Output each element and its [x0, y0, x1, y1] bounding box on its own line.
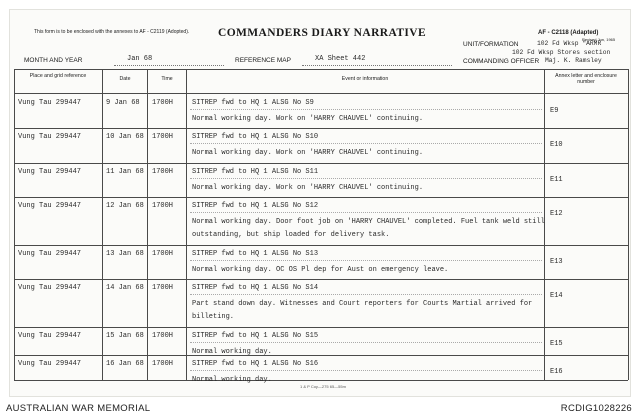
event-line: SITREP fwd to HQ 1 ALSG No S13	[192, 250, 319, 258]
row-separator	[14, 128, 628, 129]
entry-date: 10 Jan 68	[106, 133, 144, 141]
event-line: SITREP fwd to HQ 1 ALSG No S11	[192, 168, 319, 176]
unit-value-1: 102 Fd Wksp "ARMR	[537, 40, 602, 47]
event-line: SITREP fwd to HQ 1 ALSG No S12	[192, 202, 319, 210]
col-header-date: Date	[119, 76, 131, 82]
row-separator	[14, 355, 628, 356]
col-rule-event	[186, 69, 187, 380]
place-grid-ref: Vung Tau 299447	[18, 168, 82, 176]
commanding-officer-label: COMMANDING OFFICER	[463, 58, 540, 65]
reference-map-underline	[302, 65, 452, 66]
place-grid-ref: Vung Tau 299447	[18, 360, 82, 368]
entry-time: 1700H	[152, 202, 174, 210]
event-line: SITREP fwd to HQ 1 ALSG No S16	[192, 360, 319, 368]
row-separator	[14, 245, 628, 246]
entry-time: 1700H	[152, 99, 174, 107]
col-rule-date	[102, 69, 103, 380]
event-line: Normal working day.	[192, 348, 272, 356]
place-grid-ref: Vung Tau 299447	[18, 202, 82, 210]
entry-time: 1700H	[152, 332, 174, 340]
annex-ref: E11	[550, 176, 563, 184]
footer-institution: AUSTRALIAN WAR MEMORIAL	[6, 403, 151, 414]
reference-map-label: REFERENCE MAP	[235, 57, 291, 64]
entry-time: 1700H	[152, 133, 174, 141]
unit-value-2: 102 Fd Wksp Stores section	[512, 49, 611, 56]
col-rule-time	[147, 69, 148, 380]
table-bottom-rule	[14, 380, 628, 381]
footer-record-id: RCDIG1028226	[560, 403, 632, 414]
page-title: COMMANDERS DIARY NARRATIVE	[218, 27, 427, 39]
annex-ref: E13	[550, 258, 563, 266]
col-header-time: Time	[161, 76, 173, 82]
place-grid-ref: Vung Tau 299447	[18, 133, 82, 141]
event-line: Normal working day. OC OS Pl dep for Aust on emergency leave.	[192, 266, 449, 274]
revised-date: Revised Jun, 1965	[582, 37, 616, 42]
annex-ref: E12	[550, 210, 563, 218]
annex-ref: E15	[550, 340, 563, 348]
unit-label: UNIT/FORMATION	[463, 41, 519, 48]
entry-date: 11 Jan 68	[106, 168, 144, 176]
col-header-place: Place and grid reference	[29, 73, 87, 79]
entry-date: 13 Jan 68	[106, 250, 144, 258]
month-year-value: Jan 68	[127, 55, 153, 63]
entry-time: 1700H	[152, 168, 174, 176]
row-separator	[14, 197, 628, 198]
entry-date: 12 Jan 68	[106, 202, 144, 210]
event-line: Normal working day.	[192, 376, 272, 384]
event-rule	[190, 143, 542, 144]
table-left-rule	[14, 69, 15, 380]
table-top-rule	[14, 69, 628, 70]
event-line: Normal working day. Work on 'HARRY CHAUVEL' continuing.	[192, 115, 424, 123]
printer-note: 1 & P Coy—275 65—55m	[300, 384, 346, 389]
entry-time: 1700H	[152, 360, 174, 368]
commanding-officer-value: Maj. K. Ramsley	[545, 57, 602, 64]
event-line: SITREP fwd to HQ 1 ALSG No S14	[192, 284, 319, 292]
event-line: SITREP fwd to HQ 1 ALSG No S9	[192, 99, 314, 107]
form-notice	[34, 29, 189, 35]
table-header-rule	[14, 93, 628, 94]
event-line: SITREP fwd to HQ 1 ALSG No S15	[192, 332, 319, 340]
event-line: Part stand down day. Witnesses and Court reporters for Courts Martial arrived for	[192, 300, 533, 308]
event-line: Normal working day. Work on 'HARRY CHAUVEL' continuing.	[192, 184, 424, 192]
annex-ref: E16	[550, 368, 563, 376]
reference-map-value: XA Sheet 442	[315, 55, 366, 63]
event-line: SITREP fwd to HQ 1 ALSG No S10	[192, 133, 319, 141]
row-separator	[14, 327, 628, 328]
entry-date: 14 Jan 68	[106, 284, 144, 292]
entry-date: 9 Jan 68	[106, 99, 140, 107]
event-line: outstanding, but ship loaded for delivery task.	[192, 231, 390, 239]
table-right-rule	[628, 69, 629, 380]
place-grid-ref: Vung Tau 299447	[18, 99, 82, 107]
place-grid-ref: Vung Tau 299447	[18, 332, 82, 340]
event-rule	[190, 342, 542, 343]
row-separator	[14, 279, 628, 280]
annex-ref: E10	[550, 141, 563, 149]
col-header-event: Event or information	[341, 76, 389, 82]
event-line: Normal working day. Door foot job on 'HARRY CHAUVEL' completed. Fuel tank weld still	[192, 218, 545, 226]
event-line: Normal working day. Work on 'HARRY CHAUVEL' continuing.	[192, 149, 424, 157]
event-rule	[190, 294, 542, 295]
annex-ref: E9	[550, 107, 559, 115]
month-year-underline	[114, 65, 224, 66]
event-line: billeting.	[192, 313, 235, 321]
row-separator	[14, 163, 628, 164]
entry-date: 15 Jan 68	[106, 332, 144, 340]
event-rule	[190, 178, 542, 179]
place-grid-ref: Vung Tau 299447	[18, 284, 82, 292]
col-header-annex: Annex letter and enclosure number	[555, 73, 617, 85]
event-rule	[190, 109, 542, 110]
annex-ref: E14	[550, 292, 563, 300]
event-rule	[190, 212, 542, 213]
month-year-label: MONTH AND YEAR	[24, 57, 83, 64]
event-rule	[190, 370, 542, 371]
entry-time: 1700H	[152, 284, 174, 292]
diary-sheet	[9, 9, 631, 397]
event-rule	[190, 260, 542, 261]
entry-date: 16 Jan 68	[106, 360, 144, 368]
entry-time: 1700H	[152, 250, 174, 258]
place-grid-ref: Vung Tau 299447	[18, 250, 82, 258]
form-notice-text: This form is to be enclosed with the annexes to AF - C2119 (Adopted).	[34, 29, 190, 35]
form-code: AF - C2118 (Adapted)	[538, 30, 599, 36]
